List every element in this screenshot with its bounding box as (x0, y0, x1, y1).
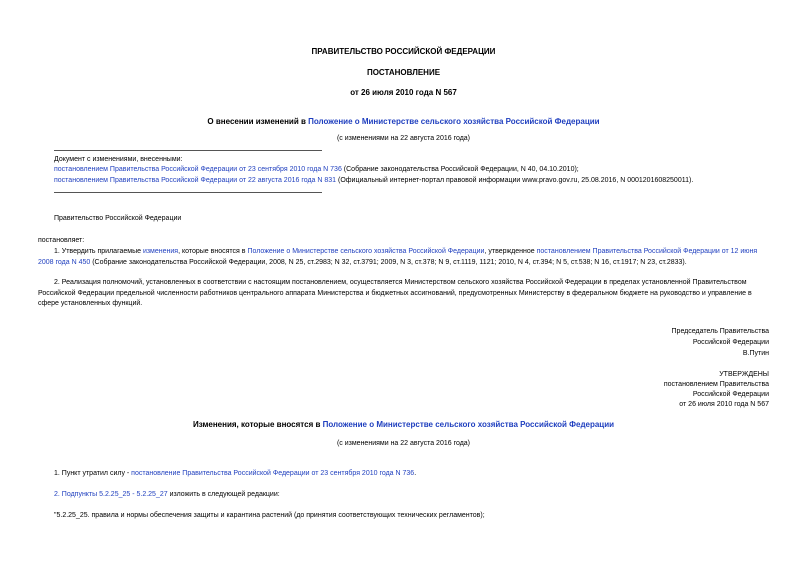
signature-country: Российской Федерации (692, 339, 769, 346)
divider-bottom (54, 192, 322, 193)
changes-title (0, 420, 807, 429)
p1-text-a: 1. Утвердить прилагаемые (54, 248, 143, 255)
changes-amended-note: (с изменениями на 22 августа 2016 года) (336, 440, 471, 447)
changes-item-2-text: (Официальный интернет-портал правовой информации www.pravo.gov.ru, 25.08.2016, N 0001201608250011). (336, 177, 694, 184)
p1-text-c: , утвержденное (484, 248, 537, 255)
changes-title-link[interactable]: Положение о Министерстве сельского хозяйства Российской Федерации (322, 420, 615, 429)
amended-note: (с изменениями на 22 августа 2016 года) (336, 135, 471, 142)
item-2-number: 2. (54, 491, 62, 498)
changes-item-2 (54, 177, 693, 184)
paragraph-1 (38, 247, 770, 268)
divider-top (54, 150, 322, 151)
approved-line-2: постановлением Правительства (663, 381, 769, 388)
item-3: "5.2.25_25. правила и нормы обеспечения защиты и карантина растений (до принятия соответствующих технических регламентов); (54, 512, 485, 519)
document-title (0, 117, 807, 126)
approved-heading: УТВЕРЖДЕНЫ (719, 371, 769, 378)
item-2 (54, 491, 280, 498)
p1-text-b: , которые вносятся в (178, 248, 248, 255)
changes-item-1 (54, 166, 579, 173)
p1-text-d: (Собрание законодательства Российской Федерации, 2008, N 25, ст.2983; N 32, ст.3791; 2009, N 3, ст.378; N 9, ст.1119, 1121; 2010, N 4, ст.394; N 5, ст.538; N 16, ст.1917; N 23, ст.2833). (90, 258, 687, 266)
p1-changes-link[interactable]: изменения (142, 248, 179, 255)
p1-decree-link[interactable]: постановлением Правительства Российской Федерации от 12 июня 2008 года N 450 (38, 248, 758, 266)
item-1 (54, 470, 416, 477)
title-prefix: О внесении изменений в (207, 117, 309, 126)
changes-intro: Документ с изменениями, внесенными: (54, 156, 183, 163)
item-1-link[interactable]: постановление Правительства Российской Федерации от 23 сентября 2010 года N 736 (131, 470, 415, 477)
signature-title: Председатель Правительства (671, 328, 769, 335)
changes-title-prefix: Изменения, которые вносятся в (192, 420, 323, 429)
title-link[interactable]: Положение о Министерстве сельского хозяйства Российской Федерации (308, 117, 600, 126)
document-date-number: от 26 июля 2010 года N 567 (350, 88, 457, 97)
approved-line-4: от 26 июля 2010 года N 567 (679, 401, 769, 408)
item-1-text: 1. Пункт утратил силу - (54, 470, 132, 477)
p1-regulation-link[interactable]: Положение о Министерстве сельского хозяйства Российской Федерации (247, 248, 485, 255)
item-1-end: . (414, 470, 417, 477)
signature-name: В.Путин (742, 350, 769, 357)
decrees-line: постановляет: (38, 237, 85, 244)
government-heading: ПРАВИТЕЛЬСТВО РОССИЙСКОЙ ФЕДЕРАЦИИ (311, 47, 496, 56)
paragraph-2: 2. Реализация полномочий, установленных в соответствии с настоящим постановлением, осуществляется Министерством сельского хозяйства Российской Федерации в пределах установленной Правительством Российской Федерации предельной численности работников центрального аппарата Министерства и бюджетных ассигнований, предусмотренных Министерству в федеральном бюджете на руководство и управление в сфере установленных функций. (38, 279, 752, 307)
item-2-link[interactable]: Подпункты 5.2.25_25 - 5.2.25_27 (61, 491, 168, 498)
document-type-heading: ПОСТАНОВЛЕНИЕ (366, 68, 441, 77)
changes-item-1-text: (Собрание законодательства Российской Федерации, N 40, 04.10.2010); (341, 166, 579, 173)
approved-line-3: Российской Федерации (692, 391, 769, 398)
changes-item-1-link[interactable]: постановлением Правительства Российской Федерации от 23 сентября 2010 года N 736 (54, 166, 342, 173)
government-line: Правительство Российской Федерации (54, 215, 182, 222)
changes-item-2-link[interactable]: постановлением Правительства Российской Федерации от 22 августа 2016 года N 831 (54, 177, 337, 184)
item-2-text: изложить в следующей редакции: (167, 491, 280, 498)
